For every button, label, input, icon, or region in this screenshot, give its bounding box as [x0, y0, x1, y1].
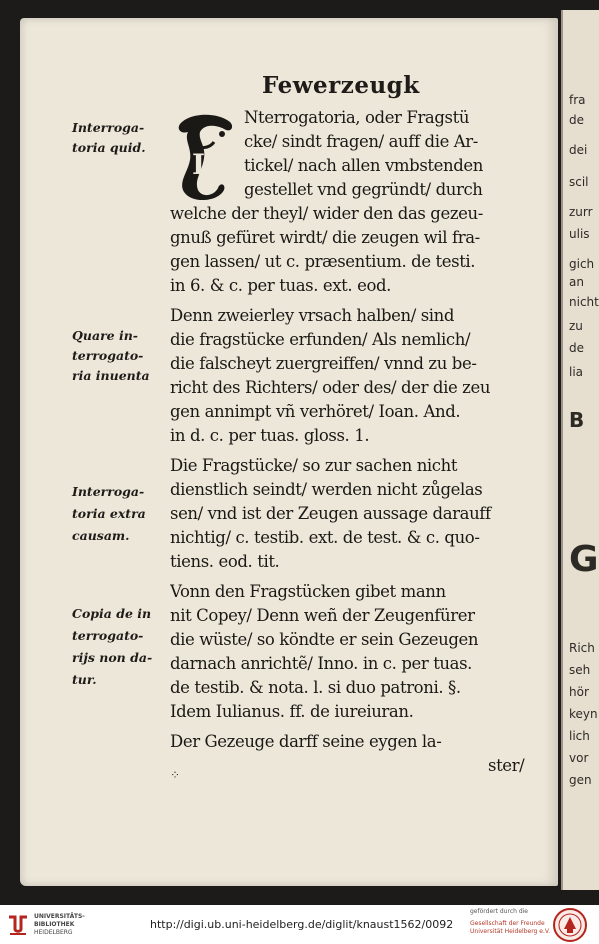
margin-note-line: tur. [72, 672, 97, 687]
text-line: cke/ sindt fragen/ auff die Ar- [244, 132, 478, 151]
margin-note-line: rijs non da- [72, 650, 153, 665]
adjacent-page-fragment: zurr [569, 205, 593, 219]
text-line: welche der theyl/ wider den das gezeu- [170, 204, 483, 223]
text-line: nit Copey/ Denn weñ der Zeugenfürer [170, 606, 475, 625]
text-line: nichtig/ c. testib. ext. de test. & c. quo- [170, 528, 480, 547]
adjacent-page-fragment: Rich [569, 641, 595, 655]
margin-note-line: Quare in- [72, 328, 138, 343]
adjacent-page-fragment: gich [569, 257, 595, 271]
university-seal-icon [552, 907, 588, 943]
text-line: tiens. eod. tit. [170, 552, 280, 571]
library-name-line: UNIVERSITÄTS- [34, 913, 85, 920]
adjacent-page-fragment: G [569, 539, 599, 580]
text-line: richt des Richters/ oder des/ der die zeu [170, 378, 491, 397]
sponsor-name-line[interactable]: Universität Heidelberg e.V. [470, 928, 551, 935]
adjacent-page-fragment: seh [569, 663, 591, 677]
library-name-line: BIBLIOTHEK [34, 921, 75, 928]
adjacent-page-fragment: an [569, 275, 584, 289]
margin-note-line: terrogato- [72, 348, 144, 363]
decorated-initial-letter [170, 110, 238, 202]
adjacent-page-fragment: ulis [569, 227, 590, 241]
text-line: de testib. & nota. l. si duo patroni. §. [170, 678, 461, 697]
adjacent-page-fragment: fra [569, 93, 586, 107]
margin-note-line: terrogato- [72, 628, 144, 643]
margin-note-line: causam. [72, 528, 130, 543]
adjacent-page-fragment: lia [569, 365, 584, 379]
adjacent-page-fragment: zu [569, 319, 583, 333]
text-line: gen lassen/ ut c. præsentium. de testi. [170, 252, 476, 271]
margin-note-line: Interroga- [72, 120, 145, 135]
adjacent-page-fragment: lich [569, 729, 590, 743]
text-line: gnuß gefüret wirdt/ die zeugen wil fra- [170, 228, 480, 247]
adjacent-page-fragment: hör [569, 685, 589, 699]
adjacent-page-fragment: nicht [569, 295, 599, 309]
adjacent-page-edge [561, 10, 599, 890]
text-line: Die Fragstücke/ so zur sachen nicht [170, 456, 458, 475]
margin-note-line: Interroga- [72, 484, 145, 499]
library-name-line: HEIDELBERG [34, 929, 73, 936]
permalink-url[interactable]: http://digi.ub.uni-heidelberg.de/diglit/knaust1562/0092 [150, 918, 454, 931]
initial-letter-text: I [192, 148, 206, 181]
text-line: gestellet vnd gegründt/ durch [244, 180, 483, 199]
text-line: die wüste/ so köndte er sein Gezeugen [170, 630, 479, 649]
text-line: Idem Iulianus. ff. de iureiuran. [170, 702, 414, 721]
viewer-footer [0, 905, 599, 944]
adjacent-page-fragment: de [569, 113, 584, 127]
text-line: in d. c. per tuas. gloss. 1. [170, 426, 370, 445]
running-head: Fewerzeugk [262, 72, 420, 99]
margin-note-line: Copia de in [72, 606, 152, 621]
catchword: ster/ [488, 756, 525, 775]
text-line: gen annimpt vñ verhöret/ Ioan. And. [170, 402, 461, 421]
adjacent-page-fragment: dei [569, 143, 588, 157]
adjacent-page-fragment: B [569, 408, 585, 432]
text-line: Der Gezeuge darff seine eygen la- [170, 732, 442, 751]
sponsor-name-line[interactable]: Gesellschaft der Freunde [470, 920, 545, 927]
text-line: die falscheyt zuergreiffen/ vnnd zu be- [170, 354, 477, 373]
text-line: Denn zweierley vrsach halben/ sind [170, 306, 455, 325]
text-line: darnach anrichtẽ/ Inno. in c. per tuas. [170, 654, 473, 673]
text-line: dienstlich seindt/ werden nicht zůgelas [170, 480, 483, 499]
adjacent-page-fragment: de [569, 341, 584, 355]
text-line: Nterrogatoria, oder Fragstü [244, 108, 470, 127]
text-line: die fragstücke erfunden/ Als nemlich/ [170, 330, 471, 349]
text-line: Vonn den Fragstücken gibet mann [170, 582, 446, 601]
text-line: tickel/ nach allen vmbstenden [244, 156, 483, 175]
stray-mark: ⁘ [170, 768, 181, 782]
margin-note-line: toria extra [72, 506, 146, 521]
sponsor-prefix: gefördert durch die [470, 908, 528, 915]
university-library-logo-icon[interactable] [6, 913, 30, 937]
text-line: in 6. & c. per tuas. ext. eod. [170, 276, 392, 295]
adjacent-page-fragment: vor [569, 751, 589, 765]
margin-note-line: toria quid. [72, 140, 146, 155]
margin-note-line: ria inuenta [72, 368, 150, 383]
adjacent-page-fragment: scil [569, 175, 589, 189]
text-line: sen/ vnd ist der Zeugen aussage darauff [170, 504, 491, 523]
adjacent-page-fragment: gen [569, 773, 592, 787]
adjacent-page-fragment: keyn [569, 707, 598, 721]
